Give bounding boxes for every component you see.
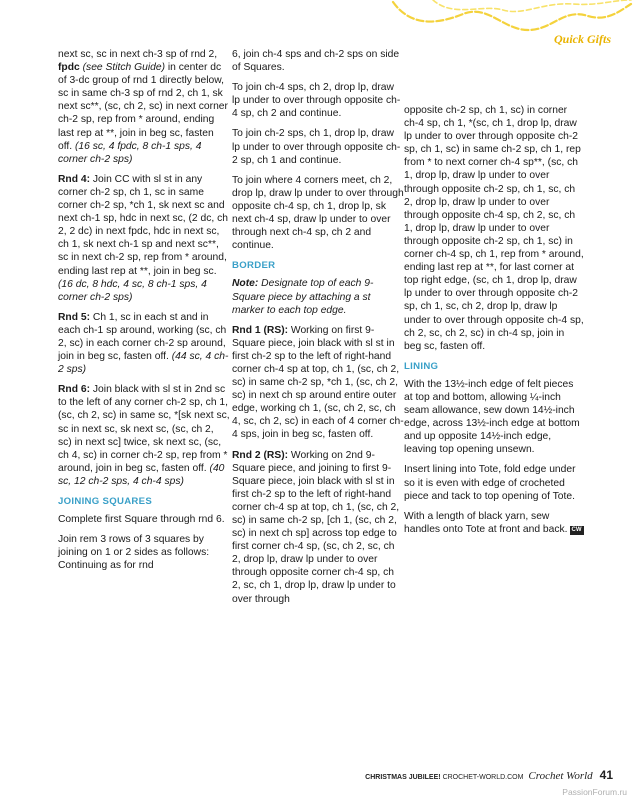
round-4-instruction [58, 173, 230, 304]
paragraph: Complete first Square through rnd 6. [58, 514, 225, 526]
body-text: Working on first 9-Square piece, join black with sl st in first ch-2 sp to the left of right-hand corner ch-4 sp at top, ch 1, (sc, ch 2, sc) in same ch-2 sp, *ch 1, (sc, ch 2, sc) in next ch sp around entire outer edge, working ch 1, (sc, ch 2, sc, ch 4, sc, ch 2, sc) in each of 4 corner ch-4 sps, join in beg sc, fasten off. [232, 324, 404, 441]
body-text: Join black with sl st in 2nd sc to the left of any corner ch-2 sp, ch 1, (sc, ch 2, sc) in same sc, *[sk next sc, sc in next sc, sk next sc, (sc, ch 2, sc) in next sc] twice, sk next sc, (sc, ch 4, sc) in corner ch-2 sp, rep from * around, join in beg sc, fasten off. [58, 384, 230, 474]
body-text: in center dc of 3-dc group of rnd 1 directly below, sc in same ch-3 sp of rnd 2, ch 1, sk next sc**, (sc, ch 2, sc) in next corner ch-2 sp, rep from * around, ending last rep at **, join in beg sc, fasten off. [58, 62, 228, 152]
body-text: next sc, sc in next ch-3 sp of rnd 2, [58, 49, 218, 60]
paragraph: With the 13½-inch edge of felt pieces at top and bottom, allowing ¼-inch seam allowance, sew down 14½-inch edge, across 13½-inch edge at bottom and up opposite 14½-inch edge, leaving top opening unsewn. [404, 378, 580, 456]
paragraph: 6, join ch-4 sps and ch-2 sps on side of Squares. [232, 49, 400, 74]
text-column-3 [404, 104, 584, 543]
note-text: Designate top of each 9-Square piece by attaching a st marker to each top edge. [232, 278, 374, 316]
round-2-instruction [232, 449, 404, 606]
round-label: Rnd 2 (RS): [232, 449, 289, 461]
italic-note: (see Stitch Guide) [79, 62, 166, 74]
magazine-name: Crochet World [528, 770, 593, 782]
border-heading: BORDER [232, 260, 276, 272]
note-label: Note: [232, 278, 259, 290]
lining-heading: LINING [404, 360, 439, 372]
body-text: With a length of black yarn, sew handles onto Tote at front and back. [404, 510, 568, 535]
body-text: Ch 1, sc in each st and in each ch-1 sp around, working (sc, ch 2, sc) in each corner ch-2 sp around, join in beg sc, fasten off. [58, 311, 227, 363]
paragraph: Join rem 3 rows of 3 squares by joining on 1 or 2 sides as follows: Continuing as for rnd [58, 534, 210, 572]
paragraph: To join where 4 corners meet, ch 2, drop lp, draw lp under to over through opposite ch-4 sp, ch 1, drop lp, sk next ch-4 sp, draw lp under to over through next ch-4 sp, ch 2 and continue. [232, 174, 404, 252]
issue-name: CHRISTMAS JUBILEE! [365, 774, 441, 781]
stitch-count: (16 sc, 4 fpdc, 8 ch-1 sps, 4 corner ch-2 sps) [58, 140, 202, 165]
page-footer [365, 768, 613, 782]
round-label: Rnd 1 (RS): [232, 324, 289, 336]
joining-squares-heading: JOINING SQUARES [58, 496, 153, 507]
stitch-count: (16 dc, 8 hdc, 4 sc, 8 ch-1 sps, 4 corner ch-2 sps) [58, 278, 207, 303]
paragraph [404, 510, 584, 536]
body-text: Join CC with sl st in any corner ch-2 sp, ch 1, sc in same corner ch-2 sp, *ch 1, sk next sc and next ch-1 sp, hdc in next sc, (2 dc, ch 2, 2 dc) in next fpdc, hdc in next sc, ch 1, sk next ch-1 sp and next sc**, sc in next ch-2 sp, rep from * around, ending last rep at **, join in beg sc. [58, 173, 228, 277]
paragraph: To join ch-2 sps, ch 1, drop lp, draw lp under to over through opposite ch-2 sp, ch 1 and continue. [232, 128, 401, 166]
note [232, 277, 404, 316]
stitch-count: (44 sc, 4 ch-2 sps) [58, 351, 229, 376]
section-label: Quick Gifts [554, 32, 611, 46]
text-column-1 [58, 48, 230, 572]
paragraph: Insert lining into Tote, fold edge under so it is even with edge of crocheted piece and tack to top opening of Tote. [404, 464, 576, 502]
bold-term: fpdc [58, 62, 80, 74]
paragraph: To join ch-4 sps, ch 2, drop lp, draw lp under to over through opposite ch-4 sp, ch 2 and continue. [232, 82, 401, 120]
round-6-instruction [58, 383, 230, 488]
end-mark-icon: CW [571, 526, 582, 533]
paragraph: opposite ch-2 sp, ch 1, sc) in corner ch-4 sp, ch 1, *(sc, ch 1, drop lp, draw lp under to over through opposite ch-2 sp, ch 1, sc) in same ch-2 sp, ch 1, rep from * to next corner ch-4 sp**, (sc, ch 1, drop lp, draw lp under to over through opposite ch-2 sp, ch 1, sc, ch 2, drop lp, draw lp under to over through opposite ch-4 sp, ch 2, sc, ch 1, drop lp, draw lp under to over through opposite ch-2 sp, ch 1, sc) in corner ch-4 sp, ch 1, rep from * around, ending last rep at **, for last corner at top right edge, (sc, ch 1, drop lp, draw lp under to over through opposite ch-2 sp, ch 1, sc, ch 2, drop lp, draw lp under to over through opposite ch-4 sp, ch 2, sc, ch 2, sc) in ch-4 sp, join in beg sc, fasten off. [404, 105, 584, 352]
stitch-count: (40 sc, 12 ch-2 sps, 4 ch-4 sps) [58, 462, 225, 487]
round-5-instruction [58, 311, 230, 376]
page-number: 41 [599, 768, 613, 782]
round-1-instruction [232, 324, 404, 442]
text-column-2 [232, 48, 404, 606]
round-label: Rnd 6: [58, 384, 91, 396]
round-label: Rnd 4: [58, 173, 91, 185]
watermark: PassionForum.ru [562, 787, 627, 797]
body-text: Working on 2nd 9-Square piece, and joining to first 9-Square piece, join black with sl st in first ch-2 sp to the left of right-hand corner ch-4 sp at top, ch 1, (sc, ch 2, sc) in same ch-2 sp, [ch 1, (sc, ch 2, sc) in next ch sp] across top edge to first corner ch-4 sp, (sc, ch 2, sc, ch 2, drop lp, draw lp under to over through opposite corner ch-4 sp, ch 2, sc, ch 1, drop lp, draw lp under to over through [232, 449, 400, 605]
website: CROCHET-WORLD.COM [442, 774, 524, 781]
round-label: Rnd 5: [58, 311, 91, 323]
paragraph [58, 48, 230, 166]
